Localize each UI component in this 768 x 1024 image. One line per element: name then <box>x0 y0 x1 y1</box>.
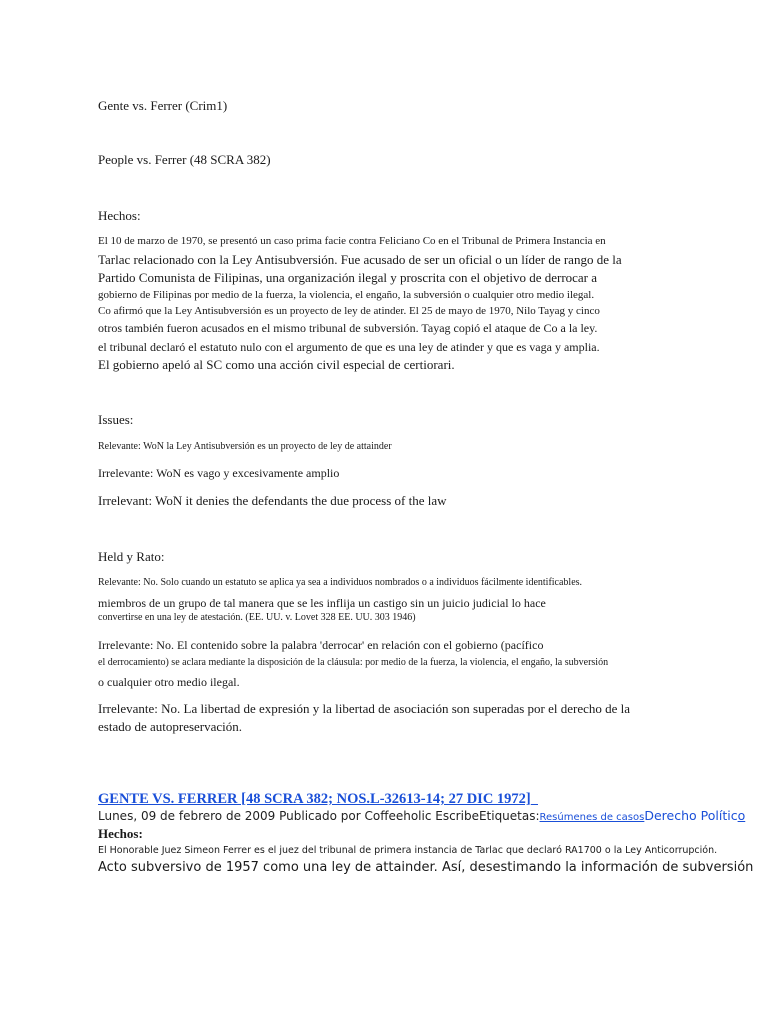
title-underline-tail <box>531 791 538 807</box>
facts-line: Partido Comunista de Filipinas, una organización ilegal y proscrita con el objetivo de derrocar a <box>98 270 598 285</box>
facts-line: Co afirmó que la Ley Antisubversión es un proyecto de ley de atinder. El 25 de mayo de 1970, Nilo Tayag y cinco <box>98 305 600 317</box>
held-line: Relevante: No. Solo cuando un estatuto se aplica ya sea a individuos nombrados o a individuos fácilmente identificables. <box>98 577 583 588</box>
held-line: convertirse en una ley de atestación. (EE. UU. v. Lovet 328 EE. UU. 303 1946) <box>98 612 416 623</box>
facts-line: El 10 de marzo de 1970, se presentó un caso prima facie contra Feliciano Co en el Tribunal de Primera Instancia en <box>98 235 606 247</box>
held-line: Irrelevante: No. La libertad de expresión y la libertad de asociación son superadas por el derecho de la <box>98 701 631 716</box>
tag-label: Derecho Polític <box>644 808 738 823</box>
issues-heading: Issues: <box>98 412 134 427</box>
held-line: Irrelevante: No. El contenido sobre la palabra 'derrocar' en relación con el gobierno (pacífico <box>98 638 544 652</box>
held-line: el derrocamiento) se aclara mediante la disposición de la cláusula: por medio de la fuerza, la violencia, el engaño, la subversión <box>98 657 609 668</box>
blog-post-title-link[interactable]: GENTE VS. FERRER [48 SCRA 382; NOS.L-32613-14; 27 DIC 1972] <box>98 791 531 807</box>
meta-text: Lunes, 09 de febrero de 2009 Publicado por Coffeeholic EscribeEtiquetas: <box>98 809 540 823</box>
held-line: estado de autopreservación. <box>98 719 243 734</box>
issue-item: Irrelevante: WoN es vago y excesivamente amplio <box>98 466 340 480</box>
facts-heading: Hechos: <box>98 208 141 223</box>
issue-item: Irrelevant: WoN it denies the defendants the due process of the law <box>98 493 447 508</box>
tag-label-tail: o <box>737 808 746 823</box>
facts-line: gobierno de Filipinas por medio de la fuerza, la violencia, el engaño, la subversión o cualquier otro medio ilegal. <box>98 289 595 301</box>
held-line: miembros de un grupo de tal manera que se les inflija un castigo sin un juicio judicial lo hace <box>98 596 546 610</box>
facts-line: otros también fueron acusados en el mismo tribunal de subversión. Tayag copió el ataque de Co a la ley. <box>98 321 598 335</box>
title-english: People vs. Ferrer (48 SCRA 382) <box>98 152 271 167</box>
held-heading: Held y Rato: <box>98 549 165 564</box>
title-spanish: Gente vs. Ferrer (Crim1) <box>98 98 228 113</box>
blog-post-meta <box>98 808 745 823</box>
blog-line: El Honorable Juez Simeon Ferrer es el juez del tribunal de primera instancia de Tarlac que declaró RA1700 o la Ley Anticorrupción. <box>98 845 718 856</box>
blog-facts-heading: Hechos: <box>98 826 143 841</box>
blog-post-title-wrap <box>98 790 538 808</box>
blog-line: Acto subversivo de 1957 como una ley de attainder. Así, desestimando la información de subversión <box>98 860 754 875</box>
facts-line: El gobierno apeló al SC como una acción civil especial de certiorari. <box>98 357 455 372</box>
held-line: o cualquier otro medio ilegal. <box>98 675 240 689</box>
facts-line: Tarlac relacionado con la Ley Antisubversión. Fue acusado de ser un oficial o un líder de rango de la <box>98 252 622 267</box>
tag-link-case-summaries[interactable]: Resúmenes de casos <box>539 812 645 823</box>
issue-item: Relevante: WoN la Ley Antisubversión es un proyecto de ley de attainder <box>98 441 392 452</box>
facts-line: el tribunal declaró el estatuto nulo con el argumento de que es una ley de atinder y que es vaga y amplia. <box>98 340 600 354</box>
tag-link-political-law[interactable] <box>644 808 745 823</box>
